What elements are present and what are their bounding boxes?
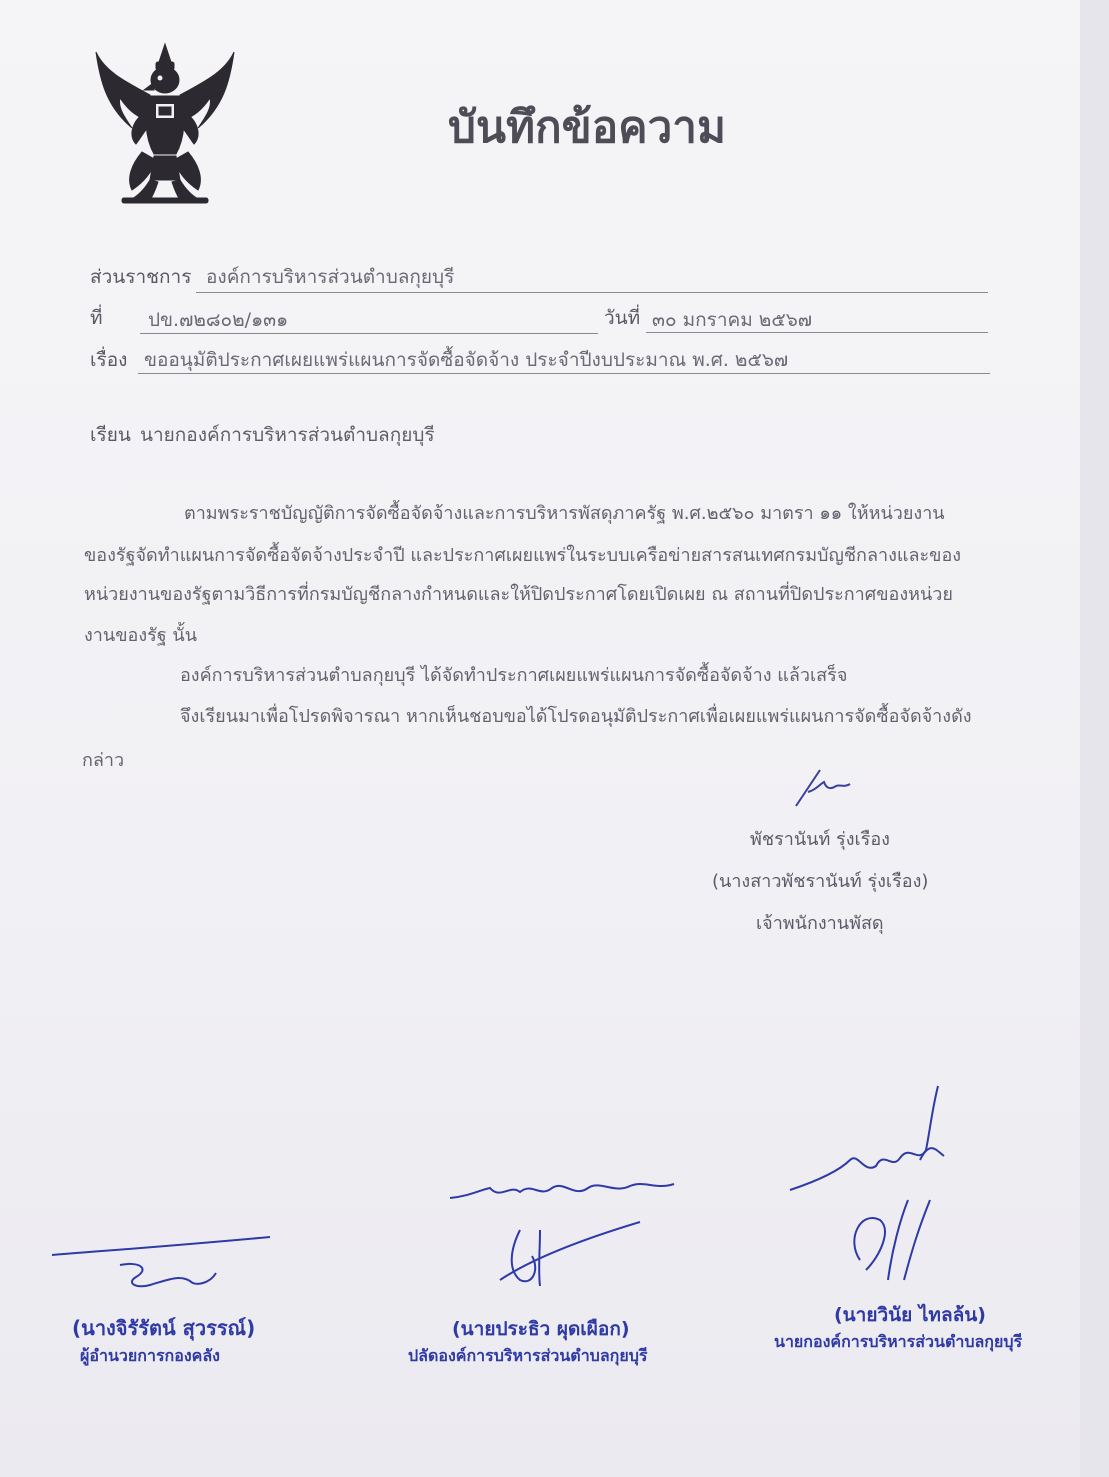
finance-director-signature [40, 1225, 280, 1305]
approver-1-name: (นางจิรัรัตน์ สุวรรณ์) [72, 1316, 256, 1340]
subject-underline [138, 373, 990, 374]
body-p3-line1: จึงเรียนมาเพื่อโปรดพิจารณา หากเห็นชอบขอได้โปรดอนุมัติประกาศเพื่อเผยแพร่แผนการจัดซื้อจัดจ้างดัง [180, 706, 972, 727]
ref-value: ปข.๗๒๘๐๒/๑๓๑ [148, 309, 289, 331]
body-p3-line2: กล่าว [82, 750, 125, 771]
approver-2-position: ปลัดองค์การบริหารส่วนตำบลกุยบุรี [408, 1346, 648, 1365]
mayor-signature [780, 1080, 980, 1300]
document-title: บันทึกข้อความ [448, 102, 727, 153]
agency-underline [196, 292, 988, 293]
body-p1-line2: ของรัฐจัดทำแผนการจัดซื้อจัดจ้างประจำปี และประกาศเผยแพร่ในระบบเครือข่ายสารสนเทศกรมบัญชีกลางและของ [84, 545, 962, 566]
subject-value: ขออนุมัติประกาศเผยแพร่แผนการจัดซื้อจัดจ้าง ประจำปีงบประมาณ พ.ศ. ๒๕๖๗ [144, 349, 789, 371]
approver-3-name: (นายวินัย ไทลล้น) [834, 1304, 986, 1326]
salutation-value: นายกองค์การบริหารส่วนตำบลกุยบุรี [140, 424, 435, 446]
officer-signature [790, 764, 860, 814]
approver-1-position: ผู้อำนวยการกองคลัง [80, 1346, 220, 1365]
body-p1-line4: งานของรัฐ นั้น [84, 625, 198, 646]
date-label: วันที่ [604, 307, 641, 329]
officer-full-name: (นางสาวพัชรานันท์ รุ่งเรือง) [712, 871, 929, 892]
body-p1-line3: หน่วยงานของรัฐตามวิธีการที่กรมบัญชีกลางกำหนดและให้ปิดประกาศโดยเปิดเผย ณ สถานที่ปิดประกาศของหน่วย [84, 584, 953, 605]
agency-value: องค์การบริหารส่วนตำบลกุยบุรี [206, 266, 455, 288]
ref-underline [140, 333, 598, 334]
approver-2-name: (นายประธิว ผุดเผือก) [452, 1318, 630, 1340]
body-p1-line1: ตามพระราชบัญญัติการจัดซื้อจัดจ้างและการบริหารพัสดุภาครัฐ พ.ศ.๒๕๖๐ มาตรา ๑๑ ให้หน่วยงาน [184, 503, 945, 524]
approver-3-position: นายกองค์การบริหารส่วนตำบลกุยบุรี [774, 1332, 1023, 1351]
agency-label: ส่วนราชการ [90, 266, 192, 288]
date-underline [646, 332, 988, 333]
ref-label: ที่ [90, 307, 103, 329]
paper-edge [1080, 0, 1109, 1477]
subject-label: เรื่อง [90, 349, 128, 371]
salutation-label: เรียน [90, 424, 131, 446]
officer-position: เจ้าพนักงานพัสดุ [756, 913, 884, 934]
body-p2: องค์การบริหารส่วนตำบลกุยบุรี ได้จัดทำประกาศเผยแพร่แผนการจัดซื้อจัดจ้าง แล้วเสร็จ [180, 665, 848, 686]
officer-name: พัชรานันท์ รุ่งเรือง [750, 829, 890, 850]
palat-signature [440, 1170, 690, 1300]
date-value: ๓๐ มกราคม ๒๕๖๗ [652, 309, 813, 331]
garuda-emblem [92, 40, 238, 205]
